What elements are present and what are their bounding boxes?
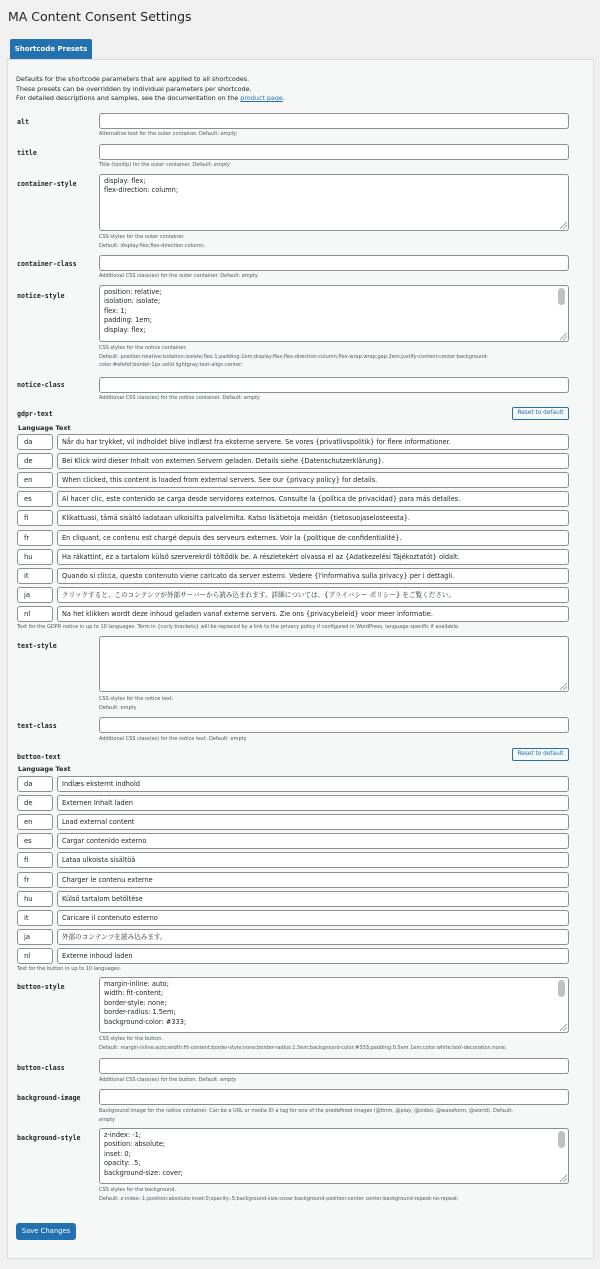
language-text-field[interactable]: Caricare il contenuto esterno <box>57 910 569 926</box>
background-image-description <box>99 1107 569 1124</box>
text-style-label: text-style <box>17 642 57 650</box>
title-description-default: empty <box>213 162 230 168</box>
background-image-desc-1: Background image for the notice container. Can be a URL or media ID a tag for one of the predefined images (@form, @play, @video, @waveform, @world). Default: <box>99 1108 513 1114</box>
intro-line-1: Defaults for the shortcode parameters that are applied to all shortcodes. <box>16 75 250 83</box>
button-text-label: button-text <box>17 753 61 761</box>
language-text-field[interactable]: Na het klikken wordt deze inhoud geladen vanaf externe servers. Zie ons {privacybeleid} voor meer informatie. <box>57 606 569 622</box>
notice-style-label: notice-style <box>17 292 65 300</box>
gdpr-reset-button[interactable]: Reset to default <box>512 407 569 420</box>
language-code-field[interactable]: de <box>17 795 53 811</box>
button-text-note: Text for the button in up to 10 languages. <box>17 966 122 972</box>
alt-description <box>99 130 569 139</box>
background-style-label: background-style <box>17 1134 81 1142</box>
scrollbar-thumb[interactable] <box>558 1131 565 1148</box>
background-image-desc-2: empty <box>99 1116 116 1123</box>
button-class-description <box>99 1076 569 1085</box>
language-text-field[interactable]: Externen Inhalt laden <box>57 795 569 811</box>
language-code-field[interactable]: nl <box>17 606 53 622</box>
language-text-field[interactable]: 外部のコンテンツを読み込みます。 <box>57 929 569 945</box>
language-code-field[interactable]: fr <box>17 872 53 888</box>
intro-line-3 <box>16 94 285 104</box>
language-code-field[interactable]: en <box>17 472 53 488</box>
language-text-field[interactable]: Külső tartalom betöltése <box>57 891 569 907</box>
language-code-field[interactable]: fr <box>17 530 53 546</box>
language-code-field[interactable]: it <box>17 568 53 584</box>
gdpr-note: Text for the GDPR notice in up to 10 languages. Term in {curly brackets} will be replaced by a link to the privacy policy if configured in WordPress, language specific if available. <box>17 624 460 630</box>
title-input[interactable] <box>99 144 569 160</box>
language-code-field[interactable]: hu <box>17 891 53 907</box>
title-label: title <box>17 149 37 157</box>
button-style-desc-2: Default: margin-inline:auto;width:fit-content;border-style:none;border-radius:1.5em;background-color:#333;padding:0.5em 1em;color:white;text-decoration:none; <box>99 1044 507 1051</box>
text-class-label: text-class <box>17 722 57 730</box>
save-changes-button[interactable]: Save Changes <box>16 1223 76 1240</box>
language-text-field[interactable]: Charger le contenu externe <box>57 872 569 888</box>
language-code-field[interactable]: ja <box>17 587 53 603</box>
language-text-field[interactable]: Bei Klick wird dieser Inhalt von externen Servern geladen. Details siehe {Datenschutzerklärung}. <box>57 453 569 469</box>
text-style-description <box>99 695 569 712</box>
resize-handle-icon[interactable] <box>560 222 567 229</box>
language-code-field[interactable]: hu <box>17 549 53 565</box>
language-text-field[interactable]: Klikattuasi, tämä sisältö ladataan ulkoisilta palvelimilta. Katso lisätietoja meidän {tietosuojaselosteesta}. <box>57 510 569 526</box>
gdpr-table-header <box>18 424 71 432</box>
language-text-field[interactable]: Quando si clicca, questo contenuto viene caricato da server esterni. Vedere {l'informativa sulla privacy} per i dettagli. <box>57 568 569 584</box>
button-style-label: button-style <box>17 983 65 991</box>
intro-text <box>16 75 285 104</box>
scrollbar-thumb[interactable] <box>558 288 565 305</box>
text-style-desc-2: Default: empty <box>99 704 137 711</box>
title-description-text: Title (tooltip) for the outer container. Default: <box>99 162 214 168</box>
container-style-desc-1: CSS styles for the outer container. <box>99 234 185 240</box>
text-class-input[interactable] <box>99 717 569 733</box>
background-style-description <box>99 1186 569 1203</box>
language-text-field[interactable]: Al hacer clic, este contenido se carga desde servidores externos. Consulte la {política de privacidad} para más detalles. <box>57 491 569 507</box>
language-text-field[interactable]: Ha rákattint, ez a tartalom külső szerverekről töltődik be. A részletekért olvassa el az {Adatkezelési Tájékoztatót} oldalt. <box>57 549 569 565</box>
button-text-reset-button[interactable]: Reset to default <box>512 748 569 761</box>
notice-style-description <box>99 344 569 370</box>
notice-class-input[interactable] <box>99 377 569 393</box>
notice-style-desc-3: color:#efefef;border:1px solid lightgray;text-align:center; <box>99 362 243 368</box>
button-class-description-default: empty <box>220 1077 237 1083</box>
container-style-value: display: flex; flex-direction: column; <box>104 177 179 195</box>
notice-style-desc-2: Default: position:relative;isolation:isolate;flex:1;padding:1em;display:flex;flex-direction:column;flex-wrap:wrap;gap:2em;justify-content:center;background- <box>99 353 489 360</box>
container-style-label: container-style <box>17 180 77 188</box>
resize-handle-icon[interactable] <box>560 1024 567 1031</box>
language-column-header: Language <box>18 765 54 773</box>
resize-handle-icon[interactable] <box>560 1175 567 1182</box>
text-column-header: Text <box>55 765 71 773</box>
background-style-textarea[interactable] <box>99 1128 569 1184</box>
notice-class-description <box>99 394 569 403</box>
container-class-description: Additional CSS class(es) for the outer container. Default: empty <box>99 273 258 279</box>
notice-style-desc-1: CSS styles for the notice container. <box>99 345 187 351</box>
language-text-field[interactable]: En cliquant, ce contenu est chargé depuis des serveurs externes. Voir la {politique de confidentialité}. <box>57 530 569 546</box>
container-style-desc-2: Default: display:flex;flex-direction:column; <box>99 242 205 249</box>
button-style-description <box>99 1035 569 1052</box>
tab-shortcode-presets[interactable]: Shortcode Presets <box>10 39 92 59</box>
language-code-field[interactable]: da <box>17 776 53 792</box>
language-text-field[interactable]: Lataa ulkoista sisältöä <box>57 852 569 868</box>
resize-handle-icon[interactable] <box>560 683 567 690</box>
product-page-link[interactable]: product page <box>240 94 283 102</box>
notice-class-description-text: Additional CSS class(es) for the notice container. Default: <box>99 395 244 401</box>
intro-line-2: These presets can be overridden by individual parameters per shortcode. <box>16 84 252 93</box>
page-title: MA Content Consent Settings <box>8 9 192 24</box>
container-class-label: container-class <box>17 260 77 268</box>
language-text-field[interactable]: Cargar contenido externo <box>57 833 569 849</box>
language-code-field[interactable]: nl <box>17 948 53 964</box>
button-class-input[interactable] <box>99 1058 569 1074</box>
title-description <box>99 161 569 170</box>
language-column-header: Language <box>18 424 54 432</box>
intro-line-3-suffix: . <box>282 94 285 102</box>
container-style-description <box>99 233 569 250</box>
background-style-desc-1: CSS styles for the background. <box>99 1187 177 1193</box>
text-class-description: Additional CSS class(es) for the notice text. Default: empty <box>99 736 247 742</box>
language-code-field[interactable]: ja <box>17 929 53 945</box>
alt-input[interactable] <box>99 113 569 129</box>
background-style-desc-2: Default: z-index:-1;position:absolute;inset:0;opacity:.5;background-size:cover;background-position:center center;background-repeat:no-repeat; <box>99 1195 459 1202</box>
alt-description-default: empty <box>220 131 237 137</box>
alt-label: alt <box>17 118 29 126</box>
intro-line-3-text: For detailed descriptions and samples, see the documentation on the <box>16 94 241 102</box>
button-style-desc-1: CSS styles for the button. <box>99 1036 163 1042</box>
resize-handle-icon[interactable] <box>560 333 567 340</box>
alt-description-text: Alternative text for the outer container. Default: <box>99 131 221 137</box>
text-style-textarea[interactable] <box>99 636 569 692</box>
notice-style-value: position: relative; isolation: isolate; flex: 1; padding: 1em; display: flex; <box>104 288 162 334</box>
language-text-field[interactable]: Indlæs eksternt indhold <box>57 776 569 792</box>
button-style-value: margin-inline: auto; width: fit-content; border-style: none; border-radius: 1.5em; background-color: #333; <box>104 980 187 1026</box>
text-column-header: Text <box>55 424 71 432</box>
language-text-field[interactable]: When clicked, this content is loaded from external servers. See our {privacy policy} for details. <box>57 472 569 488</box>
container-class-input[interactable] <box>99 255 569 271</box>
language-code-field[interactable]: it <box>17 910 53 926</box>
notice-style-textarea[interactable] <box>99 285 569 342</box>
scrollbar-thumb[interactable] <box>558 980 565 997</box>
language-code-field[interactable]: fi <box>17 510 53 526</box>
background-image-input[interactable] <box>99 1089 569 1105</box>
language-text-field[interactable]: Externe inhoud laden <box>57 948 569 964</box>
button-class-label: button-class <box>17 1064 65 1072</box>
language-code-field[interactable]: de <box>17 453 53 469</box>
language-code-field[interactable]: es <box>17 491 53 507</box>
notice-class-description-default: empty <box>243 395 260 401</box>
language-text-field[interactable]: Load external content <box>57 814 569 830</box>
background-image-label: background-image <box>17 1094 81 1102</box>
notice-class-label: notice-class <box>17 381 65 389</box>
language-text-field[interactable]: クリックすると、このコンテンツが外部サーバーから読み込まれます。詳細については、{プライバシー ポリシー} をご覧ください。 <box>57 587 569 603</box>
text-style-desc-1: CSS styles for the notice text. <box>99 696 174 702</box>
gdpr-text-label: gdpr-text <box>17 410 53 418</box>
container-style-textarea[interactable] <box>99 174 569 231</box>
language-code-field[interactable]: fi <box>17 852 53 868</box>
language-code-field[interactable]: en <box>17 814 53 830</box>
background-style-value: z-index: -1; position: absolute; inset: 0; opacity: .5; background-size: cover; <box>104 1131 184 1177</box>
button-class-description-text: Additional CSS class(es) for the button. Default: <box>99 1077 221 1083</box>
language-code-field[interactable]: da <box>17 434 53 450</box>
language-code-field[interactable]: es <box>17 833 53 849</box>
language-text-field[interactable]: Når du har trykket, vil indholdet blive indlæst fra eksterne servere. Se vores {privatlivspolitik} for flere informationer. <box>57 434 569 450</box>
button-style-textarea[interactable] <box>99 977 569 1033</box>
button-text-table-header <box>18 765 71 773</box>
